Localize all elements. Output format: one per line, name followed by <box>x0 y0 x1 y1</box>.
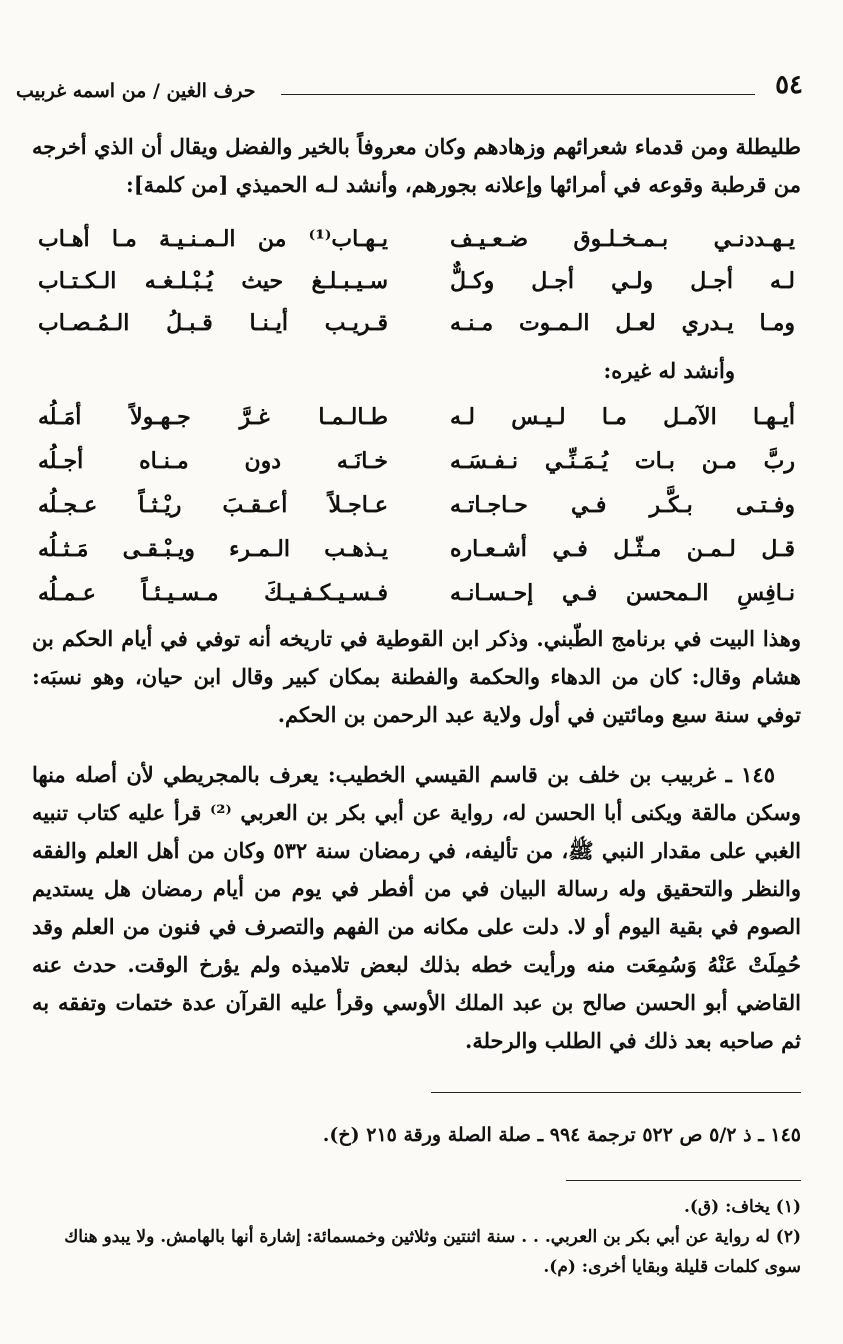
poem2-verse <box>38 492 795 530</box>
poem1-verse <box>38 310 795 348</box>
biography-entry-145: ١٤٥ ـ غربيب بن خلف بن قاسم القيسي الخطيب: يعرف بالمجريطي لأن أصله منها وسكن مالقة ويكنى أبا الحسن له، رواية عن أبي بكر بن العربي ⁽²⁾ قرأ عليه كتاب تنبيه الغبي على مقدار النبي ﷺ، من تأليفه، في رمضان سنة ٥٣٢ وكان من أهل العلم والفقه والنظر والتحقيق وله رسالة البيان في من أفطر في يوم من أيام رمضان هل يستديم الصوم في بقية اليوم أو لا. دلت على مكانه من الفهم والتصرف في فنون من العلم وقد حُمِلَتْ عَنْهُ وَسُمِعَت منه ورأيت خطه بذلك لبعض تلاميذه ولم يؤرخ الوقت. حدث عنه القاضي أبو الحسن صالح بن عبد الملك الأوسي وقرأ عليه القرآن عدة ختمات وتفقه به ثم صاحبه بعد ذلك في الطلب والرحلة. <box>32 762 801 1053</box>
verse-first-hemistich: قـل لـمـن مـثّـل فـي أشـعـاره <box>450 536 795 562</box>
verse-first-hemistich: ربَّ مـن بـات يُـمَـنِّـي نـفـسَـه <box>450 448 795 474</box>
verse-second-hemistich: خـانَـه دون مـنـاه أجـلُه <box>38 448 388 474</box>
verse-first-hemistich: يـهـددنـي بـمـخـلـوق ضـعـيـف <box>450 226 795 252</box>
source-rule <box>431 1092 801 1093</box>
verse-second-hemistich: عـاجـلاً أعـقـبَ ريْـثـاً عـجـلُه <box>38 492 388 518</box>
verse-first-hemistich: ومـا يـدري لعـل الـمـوت مـنـه <box>450 310 795 336</box>
poem2-verse <box>38 536 795 574</box>
header-rule <box>281 94 755 95</box>
verse-first-hemistich: نـافِسِ الـمحسن فـي إحـسـانـه <box>450 580 795 606</box>
poem1-verse <box>38 226 795 264</box>
footnote-1: (١) يخاف: (ق). <box>683 1197 801 1217</box>
poem2-verse <box>38 404 795 442</box>
verse-second-hemistich: يـهـاب⁽¹⁾ من الـمـنـيـة مـا أهـاب <box>38 226 388 252</box>
page-header <box>16 70 803 114</box>
verse-second-hemistich: فـسـيـكـفـيـكَ مـسـيـئـاً عـمـلُه <box>38 580 388 606</box>
poem2-verse <box>38 580 795 618</box>
verse-second-hemistich: سـيـبـلـغ حيث يُـبْـلـغـه الـكـتـاب <box>38 268 388 294</box>
verse-first-hemistich: وفـتـى بـكَّـر فـي حـاجـاتـه <box>450 492 795 518</box>
verse-first-hemistich: لـه أجـل ولـي أجـل وكـلٌّ <box>450 268 795 294</box>
intro-paragraph: طليطلة ومن قدماء شعرائهم وزهادهم وكان معروفاً بالخير والفضل ويقال أن الذي أخرجه من قرطبة وقوعه في أمرائها وإعلانه بجورهم، وأنشد لـه الحميذي [من كلمة]: <box>32 134 801 197</box>
page-number: ٥٤ <box>775 70 803 100</box>
verse-second-hemistich: قـريـب أيـنـا قـبـلُ الـمُـصـاب <box>38 310 388 336</box>
poem2-verse <box>38 448 795 486</box>
verse-first-hemistich: أيـهـا الآمـل مـا لـيـس لـه <box>450 404 795 430</box>
commentary-paragraph: وهذا البيت في برنامج الطّبني. وذكر ابن القوطية في تاريخه أنه توفي في أيام الحكم بن هشام وقال: كان من الدهاء والحكمة والفطنة بمكان كبير وقال ابن حيان، وهو نسبَه: توفي سنة سبع ومائتين في أول ولاية عبد الرحمن بن الحكم. <box>32 626 801 727</box>
source-note: ١٤٥ ـ ذ ٥/٢ ص ٥٢٢ ترجمة ٩٩٤ ـ صلة الصلة ورقة ٢١٥ (خ). <box>322 1124 801 1146</box>
footnote-rule <box>566 1180 801 1181</box>
second-poem-intro: وأنشد له غيره: <box>603 358 735 383</box>
running-title: حرف الغين / من اسمه غربيب <box>16 80 256 102</box>
verse-second-hemistich: يـذهـب الـمـرء ويـبْـقـى مَـثـلُه <box>38 536 388 562</box>
verse-second-hemistich: طـالـمـا غـرَّ جـهـولاً أمَـلُه <box>38 404 388 430</box>
footnote-2: (٢) له رواية عن أبي بكر بن العربي. . . سنة اثنتين وثلاثين وخمسمائة: إشارة أنها بالهامش. ولا يبدو هناك سوى كلمات قليلة وبقايا أخرى: (م). <box>64 1227 801 1277</box>
poem1-verse <box>38 268 795 306</box>
